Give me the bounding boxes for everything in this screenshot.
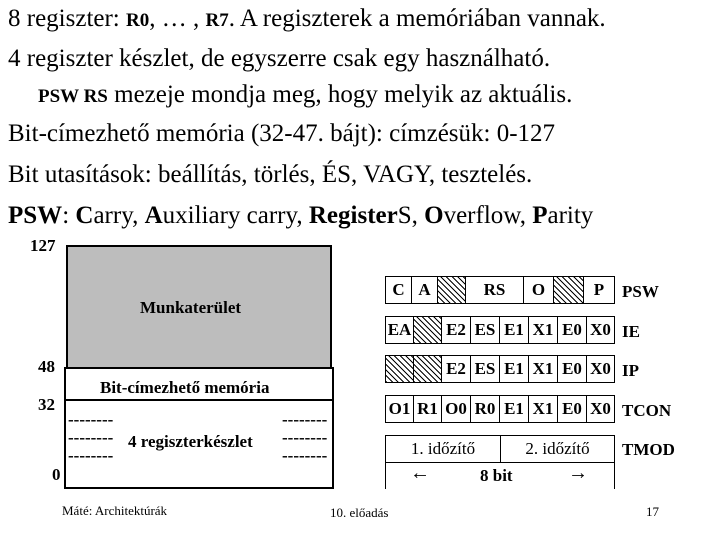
tcon-cell-x0: X0 (586, 395, 615, 423)
text: uxiliary carry, (162, 202, 309, 229)
line-register-sets: 4 regiszter készlet, de egyszerre csak egy használható. (8, 45, 551, 72)
psw-register (385, 276, 615, 304)
tcon-cell-e1: E1 (499, 395, 528, 423)
tmod-register (385, 435, 615, 463)
ip-register (385, 355, 615, 383)
psw-rs-label: PSW RS (38, 86, 108, 107)
tmod-bits-label: 8 bit (480, 466, 513, 485)
dash-line: -------- (282, 428, 328, 447)
ip-cell-unused (413, 355, 441, 383)
ie-cell-unused (413, 316, 441, 344)
divider (64, 399, 334, 401)
ie-register-name: IE (622, 322, 640, 341)
ie-cell-es: ES (470, 316, 499, 344)
psw-cell-unused (553, 276, 583, 304)
psw-label: PSW (8, 202, 63, 229)
flag-letter: P (532, 202, 548, 229)
address-0: 0 (52, 465, 61, 484)
ie-cell-e1: E1 (499, 316, 528, 344)
tmod-bracket-right (614, 463, 615, 489)
psw-cell-unused (437, 276, 465, 304)
psw-cell-p: P (583, 276, 615, 304)
tmod-register-name: TMOD (622, 440, 675, 459)
dashes-right (282, 411, 327, 465)
ie-cell-e2: E2 (441, 316, 470, 344)
dash-line: -------- (282, 410, 328, 429)
right-arrow-icon: → (568, 462, 588, 484)
line-bit-instructions: Bit utasítások: beállítás, törlés, ÉS, VAGY, tesztelés. (8, 161, 533, 188)
line-registers (8, 4, 606, 36)
text: . A regiszterek a memóriában vannak. (228, 5, 606, 32)
tcon-cell-e0: E0 (557, 395, 586, 423)
dashes-left (68, 411, 113, 465)
left-arrow-icon: ← (410, 462, 430, 484)
tmod-timer1: 1. időzítő (385, 435, 500, 463)
ie-cell-x0: X0 (586, 316, 615, 344)
line-psw-rs (38, 80, 572, 112)
text: 8 regiszter: (8, 5, 127, 32)
text: , … , (149, 5, 206, 32)
ip-cell-e1: E1 (499, 355, 528, 383)
tcon-cell-o1: O1 (385, 395, 413, 423)
footer-lecture: 10. előadás (330, 505, 389, 520)
register-sets-label: 4 regiszterkészlet (128, 432, 253, 451)
ip-cell-x0: X0 (586, 355, 615, 383)
ip-cell-e0: E0 (557, 355, 586, 383)
ip-cell-e2: E2 (441, 355, 470, 383)
tcon-register-name: TCON (622, 401, 672, 420)
dash-line: -------- (282, 446, 328, 465)
text: mezeje mondja meg, hogy melyik az aktuális. (107, 81, 573, 108)
psw-cell-a: A (411, 276, 437, 304)
ie-cell-x1: X1 (528, 316, 557, 344)
text: verflow, (443, 202, 533, 229)
flag-letter: O (424, 202, 444, 229)
address-48: 48 (38, 357, 55, 376)
footer-page-number: 17 (646, 504, 659, 519)
footer-author: Máté: Architektúrák (62, 503, 168, 518)
tcon-cell-x1: X1 (528, 395, 557, 423)
psw-register-name: PSW (622, 282, 659, 301)
r7-label: R7 (205, 10, 229, 31)
text: arity (547, 202, 594, 229)
dash-line: -------- (68, 446, 114, 465)
flag-letter: Register (308, 202, 398, 229)
flag-letter: C (75, 202, 94, 229)
dash-line: -------- (68, 428, 114, 447)
psw-cell-o: O (523, 276, 553, 304)
text: S (397, 202, 412, 229)
ip-cell-es: ES (470, 355, 499, 383)
tmod-timer2: 2. időzítő (500, 435, 615, 463)
bit-memory-label: Bit-címezhető memória (100, 378, 270, 397)
ie-register (385, 316, 615, 344)
ip-register-name: IP (622, 361, 639, 380)
line-psw-flags (8, 201, 593, 231)
address-32: 32 (38, 395, 55, 414)
ip-cell-x1: X1 (528, 355, 557, 383)
line-bit-addressable: Bit-címezhető memória (32-47. bájt): címzésük: 0-127 (8, 120, 556, 147)
flag-letter: A (144, 202, 163, 229)
tcon-cell-o0: O0 (441, 395, 470, 423)
tcon-cell-r0: R0 (470, 395, 499, 423)
ie-cell-e0: E0 (557, 316, 586, 344)
ie-cell-ea: EA (385, 316, 413, 344)
tmod-bracket-left (385, 463, 386, 489)
text: , (411, 202, 425, 229)
psw-cell-rs: RS (465, 276, 523, 304)
psw-cell-c: C (385, 276, 411, 304)
text: : (62, 202, 76, 229)
tcon-register (385, 395, 615, 423)
r0-label: R0 (126, 10, 150, 31)
text: arry, (93, 202, 145, 229)
work-area-label: Munkaterület (140, 298, 242, 317)
dash-line: -------- (68, 410, 114, 429)
tcon-cell-r1: R1 (413, 395, 441, 423)
address-127: 127 (30, 236, 56, 255)
ip-cell-unused (385, 355, 413, 383)
